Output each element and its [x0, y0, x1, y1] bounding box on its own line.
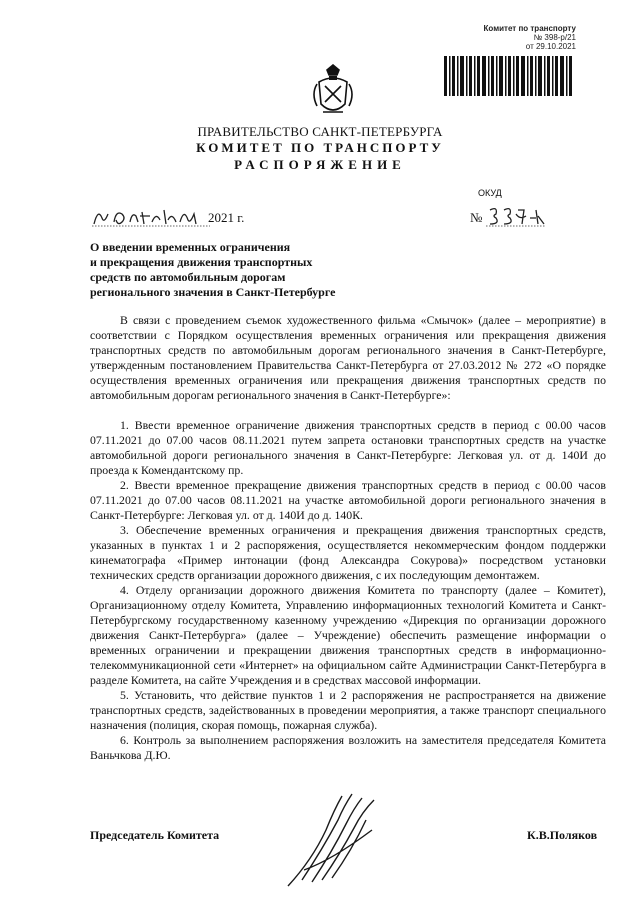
document-body: [90, 313, 606, 763]
stamp-line-2: № 398-р/21: [533, 33, 576, 42]
committee-title: КОМИТЕТ ПО ТРАНСПОРТУ: [196, 140, 444, 155]
document-type: РАСПОРЯЖЕНИЕ: [234, 157, 406, 172]
item-paragraph: 1. Ввести временное ограничение движения транспортных средств в период с 00.00 часов 07.11.2021 до 07.00 часов 08.11.2021 путем запрета остановки транспортных средств на участке автомобильной дороги регионального значения в Санкт-Петербурге: Легковая ул. от д. 140И до проезда к Комендантскому пр.: [90, 418, 606, 477]
item-paragraph: 5. Установить, что действие пунктов 1 и 2 распоряжения не распространяется на движение транспортных средств, задействованных в проведении мероприятия, а также транспорт специального назначения (полиция, скорая помощь, пожарная служба).: [90, 688, 606, 732]
item-paragraph: 4. Отделу организации дорожного движения Комитета по транспорту (далее – Комитет), Организационному отделу Комитета, Управлению информационных технологий Комитета и Санкт-Петербургскому государственному казенному учреждению «Дирекция по организации дорожного движения Санкт-Петербурга» (далее – Учреждение) обеспечить размещение информации о временных ограничении и прекращении движения транспортных средств в информационно-телекоммуникационной сети «Интернет» на официальном сайте Администрации Санкт-Петербурга в разделе Комитета, на сайте Учреждения и в средствах массовой информации.: [90, 583, 606, 687]
handwritten-number: [486, 204, 546, 228]
preamble-paragraph: В связи с проведением съемок художественного фильма «Смычок» (далее – мероприятие) в соответствии с Порядком осуществления временных ограничения или прекращения движения транспортных средств по автомобильным дорогам регионального значения в Санкт-Петербурге, утвержденным постановлением Правительства Санкт-Петербурга от 27.03.2012 № 272 «О порядке осуществления временных ограничения или прекращения движения транспортных средств по автомобильным дорогам регионального значения в Санкт-Петербурге»:: [90, 313, 606, 402]
signature-icon: [282, 790, 392, 890]
signatory-position: Председатель Комитета: [90, 828, 220, 842]
item-paragraph: 6. Контроль за выполнением распоряжения возложить на заместителя председателя Комитета Ваньчкова Д.Ю.: [90, 733, 606, 762]
date-year: 2021 г.: [208, 210, 245, 225]
subject-line: регионального значения в Санкт-Петербурге: [90, 285, 336, 299]
number-label: №: [470, 210, 483, 225]
okud-label: ОКУД: [478, 188, 502, 198]
signatory-name: К.В.Поляков: [527, 828, 598, 842]
document-subject: [90, 240, 390, 300]
stamp-line-3: от 29.10.2021: [525, 42, 576, 51]
subject-line: О введении временных ограничения: [90, 240, 291, 254]
subject-line: и прекращения движения транспортных: [90, 255, 313, 269]
handwritten-date: [92, 204, 210, 228]
subject-line: средств по автомобильным дорогам: [90, 270, 286, 284]
item-paragraph: 3. Обеспечение временных ограничения и прекращения движения транспортных средств, указанных в пунктах 1 и 2 распоряжения, осуществляется некоммерческим фондом поддержки кинематографа «Пример интонации (фонд Александра Сокурова)» посредством установки технических средств организации дорожного движения, с их последующим демонтажем.: [90, 523, 606, 582]
barcode-icon: [444, 56, 574, 96]
item-paragraph: 2. Ввести временное прекращение движения транспортных средств в период с 00.00 часов 07.11.2021 до 07.00 часов 08.11.2021 на участке автомобильной дороги регионального значения в Санкт-Петербурге: Легковая ул. от д. 140И до д. 140К.: [90, 478, 606, 522]
stamp-line-1: Комитет по транспорту: [483, 24, 576, 33]
coat-of-arms-icon: [309, 64, 357, 120]
registration-stamp: [456, 24, 576, 51]
government-title: ПРАВИТЕЛЬСТВО САНКТ-ПЕТЕРБУРГА: [197, 124, 443, 139]
